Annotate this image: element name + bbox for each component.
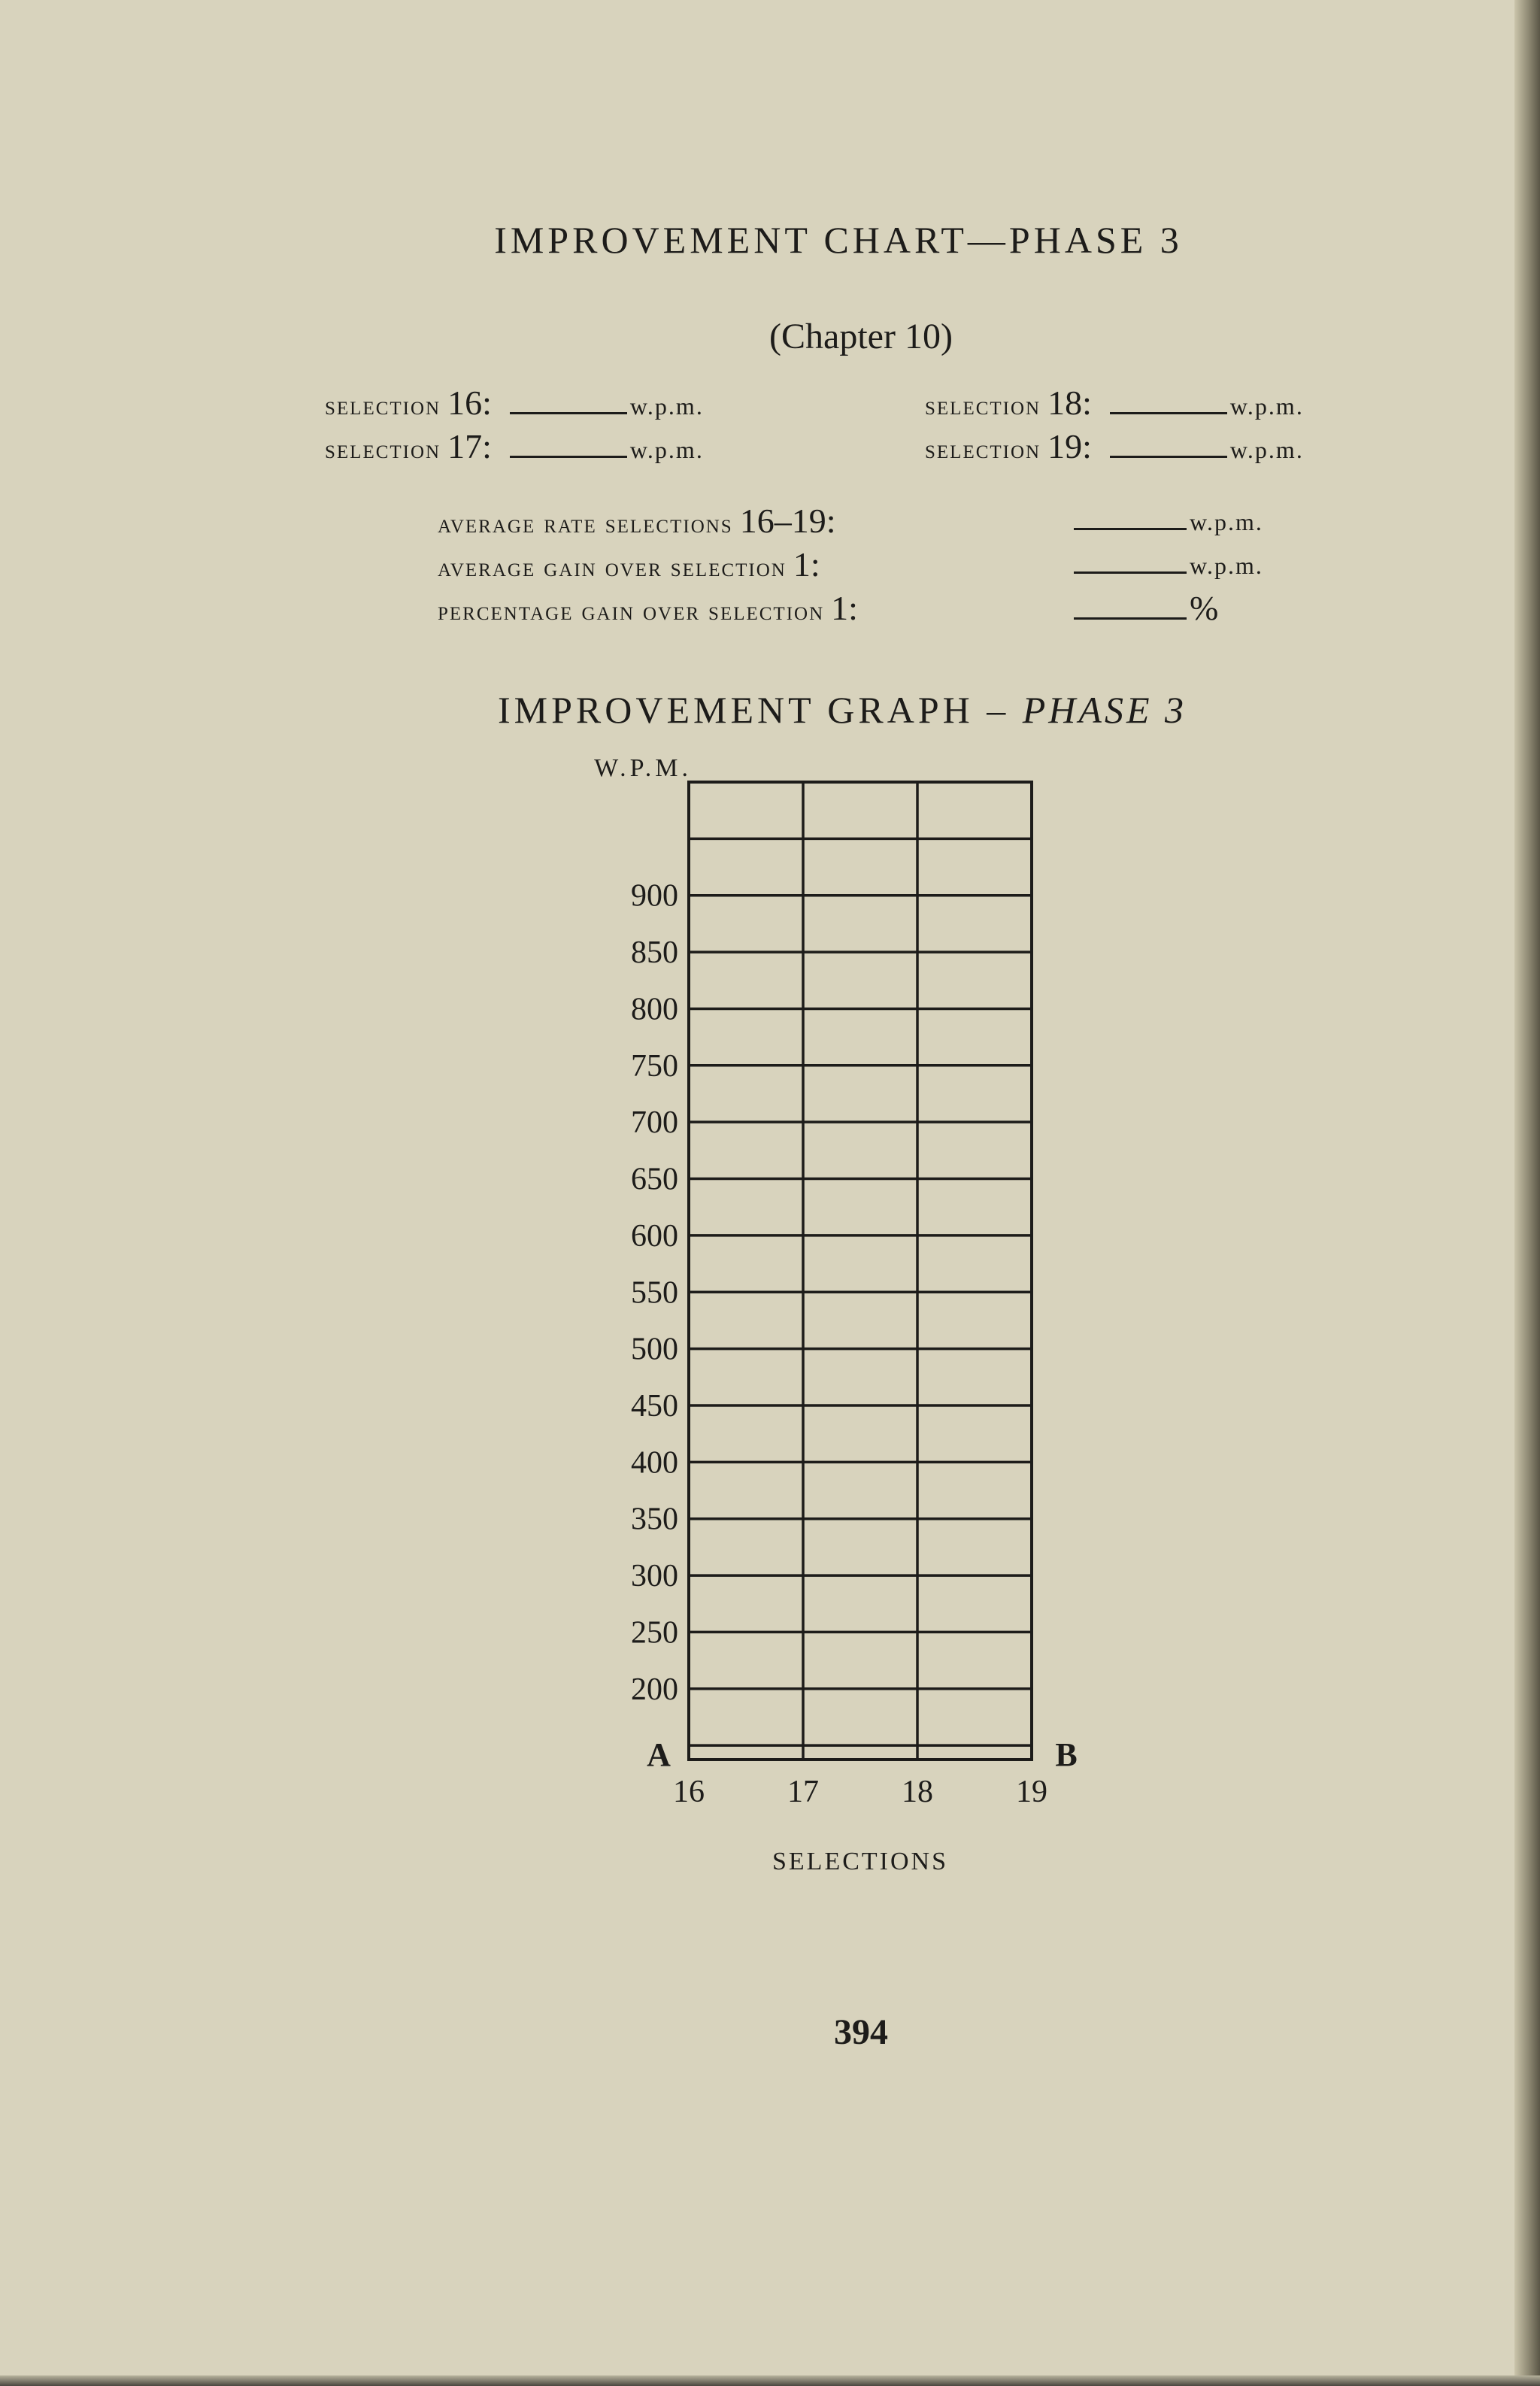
y-tick-label: 300 [631, 1559, 678, 1594]
summary-label: percentage gain over selection [438, 596, 825, 626]
y-tick-label: 450 [631, 1388, 678, 1423]
corner-label-b: B [1055, 1736, 1078, 1773]
x-tick-label: 17 [787, 1775, 819, 1809]
y-tick-label: 400 [631, 1445, 678, 1481]
y-tick-label: 750 [631, 1048, 678, 1084]
graph-frame [689, 782, 1032, 1760]
page-title: IMPROVEMENT CHART—PHASE 3 [494, 219, 1183, 261]
x-axis-label: SELECTIONS [772, 1848, 948, 1875]
y-tick-label: 250 [631, 1615, 678, 1651]
y-tick-label: 500 [631, 1332, 678, 1367]
x-tick-label: 19 [1016, 1775, 1047, 1809]
percent-sign: % [1190, 589, 1219, 627]
x-tick-label: 16 [673, 1775, 705, 1809]
summary-label: average gain over selection [438, 552, 787, 582]
unit-label: w.p.m. [1229, 436, 1304, 463]
summary-number: 16–19: [739, 502, 836, 540]
graph-title-phase: PHASE 3 [1022, 689, 1187, 731]
y-tick-label: 350 [631, 1502, 678, 1537]
selection-label: selection [325, 434, 441, 464]
y-tick-label: 600 [631, 1218, 678, 1254]
selection-number: 16: [447, 384, 492, 422]
y-axis-label: W.P.M. [594, 754, 692, 782]
y-tick-label: 700 [631, 1105, 678, 1141]
unit-label: w.p.m. [629, 436, 704, 463]
x-tick-label: 18 [902, 1775, 933, 1809]
unit-label: w.p.m. [1190, 508, 1263, 535]
selection-number: 19: [1047, 427, 1092, 465]
summary-label: average rate selections [438, 508, 733, 538]
unit-label: w.p.m. [1229, 393, 1304, 420]
y-tick-label: 900 [631, 878, 678, 914]
selection-label: selection [925, 434, 1041, 464]
page-number: 394 [834, 2012, 888, 2052]
y-tick-label: 800 [631, 992, 678, 1027]
unit-label: w.p.m. [1190, 552, 1263, 579]
y-tick-label: 850 [631, 935, 678, 971]
corner-label-a: A [647, 1736, 671, 1773]
selection-label: selection [325, 390, 441, 420]
summary-number: 1: [793, 545, 820, 584]
y-tick-label: 550 [631, 1275, 678, 1311]
graph-title-main: IMPROVEMENT GRAPH – [498, 689, 1010, 731]
chapter-reference: (Chapter 10) [769, 317, 953, 356]
selection-number: 17: [447, 427, 492, 465]
y-tick-label: 200 [631, 1672, 678, 1707]
summary-number: 1: [831, 589, 858, 627]
unit-label: w.p.m. [629, 393, 704, 420]
selection-number: 18: [1047, 384, 1092, 422]
y-tick-label: 650 [631, 1162, 678, 1197]
selection-label: selection [925, 390, 1041, 420]
